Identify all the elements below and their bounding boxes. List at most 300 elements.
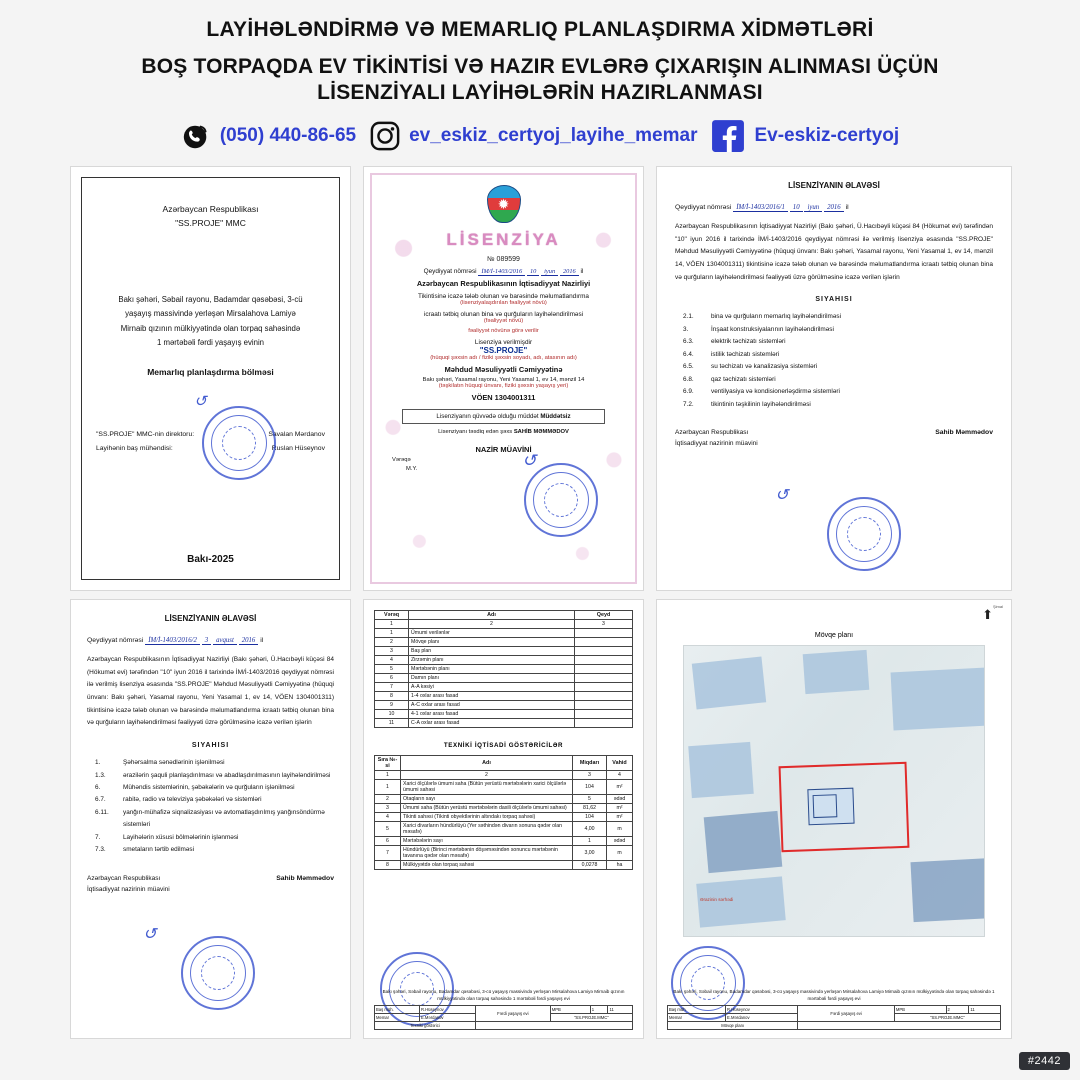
role-name: E.Mərdanov bbox=[419, 1014, 475, 1022]
stage: MPB bbox=[894, 1006, 946, 1014]
cell-name: Baş plan bbox=[409, 647, 575, 656]
doc1-sign-name-2: Ruslan Hüseynov bbox=[271, 445, 325, 453]
lisenziya-post: NAZİR MÜAVİNİ bbox=[475, 445, 532, 454]
doc6-footer-text: Bakı şəhəri, Səbail rayonu, Badamdar qəsəbəsi, 3-cü yaşayış massivində yerləşən Mirsalahova Lamiyə Mirnaib qızının mülkiyyətində olan torpaq sahəsində 1 mərtəbəli fərdi yaşayış evi bbox=[673, 989, 995, 1002]
col-index-2: 2 bbox=[409, 620, 575, 629]
lisenziya-signer-label: Lisenziyanı təsdiq edən şəxs bbox=[438, 429, 513, 435]
list-item-number: 6. bbox=[95, 784, 101, 791]
table-row bbox=[375, 665, 633, 674]
col-header-sira: Sıra №-si bbox=[375, 756, 401, 771]
cell-unit: m bbox=[607, 822, 633, 837]
table-row bbox=[375, 629, 633, 638]
doc3-title: LİSENZİYANIN ƏLAVƏSİ bbox=[788, 181, 880, 190]
list-item-label: bina və qurğuların memarlıq layihələndirilməsi bbox=[711, 313, 842, 321]
cell-no: 1 bbox=[375, 780, 401, 795]
list-item-number: 6.7. bbox=[95, 796, 106, 804]
cell-no: 6 bbox=[375, 837, 401, 846]
signature-mark: ↺ bbox=[194, 394, 207, 410]
sheet-name: Mövqe planı bbox=[668, 1022, 798, 1030]
round-stamp-icon bbox=[202, 406, 276, 480]
doc3-list-title: SIYAHISI bbox=[815, 296, 853, 304]
cell-name: Xarici ölçülərlə ümumi saha (Bütün yerüstü mərtəbələrin xarici ölçülərlə ümumi sahəsi bbox=[401, 780, 573, 795]
coat-of-arms-icon: ✹ bbox=[487, 185, 521, 225]
cell-value: 3,00 bbox=[573, 846, 607, 861]
object-name: Fərdi yaşayış evi bbox=[798, 1006, 894, 1022]
list-item bbox=[683, 399, 993, 411]
cell-no: 6 bbox=[375, 674, 409, 683]
table-row bbox=[375, 719, 633, 728]
cell-note bbox=[575, 629, 633, 638]
doc3-sign-org1: Azərbaycan Respublikası bbox=[675, 429, 749, 437]
list-item bbox=[95, 807, 334, 832]
list-item-label: rabitə, radio və televiziya şəbəkələri və sistemləri bbox=[123, 796, 262, 804]
cell-name: Xarici divarların hündürlüyü (Yer səthindən divarın sonuna qədər olan məsafə) bbox=[401, 822, 573, 837]
table-row bbox=[375, 692, 633, 701]
cell-no: 3 bbox=[375, 647, 409, 656]
role-label: Baş müh. bbox=[668, 1006, 726, 1014]
doc1-body-line2: yaşayış massivində yerləşən Mirsalahova Lamiyə bbox=[125, 309, 296, 319]
list-item-label: yanğın-mühafizə siqnalizasiyası və avtomatlaşdırılmış yanğınsöndürmə sistemləri bbox=[123, 808, 325, 829]
tech-indicators-caption: TEXNİKİ İQTİSADİ GÖSTƏRİCİLƏR bbox=[443, 742, 564, 749]
doc4-title: LİSENZİYANIN ƏLAVƏSİ bbox=[164, 614, 257, 623]
doc4-reg-month: avqust bbox=[213, 637, 237, 645]
doc-movqe-plani[interactable] bbox=[656, 599, 1012, 1039]
col-header-adi: Adı bbox=[409, 611, 575, 620]
list-item bbox=[683, 311, 993, 323]
cell-no: 7 bbox=[375, 683, 409, 692]
doc4-sign-org1: Azərbaycan Respublikası bbox=[87, 874, 161, 882]
subtitle-line-2: LİSENZİYALI LAYİHƏLƏRİN HAZIRLANMASI bbox=[317, 81, 763, 105]
list-item bbox=[683, 349, 993, 361]
cell-note bbox=[575, 656, 633, 665]
cell-value: 104 bbox=[573, 780, 607, 795]
table-row bbox=[375, 837, 633, 846]
list-item bbox=[95, 832, 334, 844]
cell-unit: m² bbox=[607, 813, 633, 822]
cell-name: Mülkiyyətdə olan torpaq sahəsi bbox=[401, 861, 573, 870]
cell-note bbox=[575, 719, 633, 728]
doc-lisenziya-elavesi-1[interactable] bbox=[656, 166, 1012, 591]
list-item bbox=[683, 374, 993, 386]
contact-phone[interactable] bbox=[181, 121, 356, 151]
documents-row-bottom bbox=[70, 599, 1012, 1039]
header bbox=[0, 0, 1080, 153]
cell-name: 4-1 oxlar arası fasad bbox=[409, 710, 575, 719]
cell-name: Ümumi saha (Bütün yerüstü mərtəbələrin daxili ölçülərlə ümumi sahəsi) bbox=[401, 804, 573, 813]
cell-unit: m² bbox=[607, 780, 633, 795]
contact-instagram[interactable] bbox=[370, 121, 697, 151]
cell-no: 11 bbox=[375, 719, 409, 728]
cell-note bbox=[575, 683, 633, 692]
boundary-label: Ərazinin sərhədi bbox=[700, 897, 734, 902]
table-row bbox=[375, 795, 633, 804]
round-stamp-icon bbox=[524, 463, 598, 537]
col-header-miqdar: Miqdarı bbox=[573, 756, 607, 771]
doc1-sign-label-2: Layihənin baş mühəndisi: bbox=[96, 445, 173, 453]
col-header-veraq: Vərəq bbox=[375, 611, 409, 620]
table-row bbox=[375, 656, 633, 665]
doc3-sign-name: Sahib Məmmədov bbox=[935, 429, 993, 437]
list-item-label: elektrik təchizatı sistemləri bbox=[711, 338, 786, 346]
table-subheader-row bbox=[375, 771, 633, 780]
cell-value: 81,62 bbox=[573, 804, 607, 813]
role-label: Baş müh. bbox=[375, 1006, 420, 1014]
house-footprint bbox=[807, 788, 854, 826]
cell-name: Tikinti sahəsi (Tikinti obyektlərinin altındakı torpaq sahəsi) bbox=[401, 813, 573, 822]
lisenziya-attest-label: Vərəqə bbox=[392, 457, 411, 463]
col-index-1: 1 bbox=[375, 771, 401, 780]
cell-name: Mövqe planı bbox=[409, 638, 575, 647]
table-header-row bbox=[375, 756, 633, 771]
list-item bbox=[683, 336, 993, 348]
list-item-label: ərazilərin şaquli planlaşdırılması və abadlaşdırılmasının layihələndirilməsi bbox=[123, 771, 331, 779]
page-title: LAYİHƏLƏNDİRMƏ VƏ MEMARLIQ PLANLAŞDIRMA XİDMƏTLƏRİ bbox=[206, 18, 874, 41]
subtitle-line-1: BOŞ TORPAQDA EV TİKİNTİSİ VƏ HAZIR EVLƏRƏ ÇIXARIŞIN ALINMASI ÜÇÜN bbox=[141, 55, 939, 78]
doc1-org-line1: Azərbaycan Respublikası bbox=[162, 204, 259, 214]
doc3-reg-day: 10 bbox=[790, 204, 803, 212]
page-number: 2 bbox=[946, 1006, 969, 1014]
doc5-footer-text: Bakı şəhəri, Səbail rayonu, Badamdar qəsəbəsi, 3-cü yaşayış massivində yerləşən Mirsalahova Lamiyə Mirnaib qızının mülkiyyətində olan torpaq sahəsində 1 mərtəbəli fərdi yaşayış evi bbox=[382, 989, 625, 1002]
cell-name: A-A kəsiyi bbox=[409, 683, 575, 692]
list-item bbox=[683, 324, 993, 336]
list-item bbox=[95, 770, 334, 782]
cell-value: 0,0278 bbox=[573, 861, 607, 870]
lisenziya-reg-day: 10 bbox=[527, 268, 539, 276]
list-item bbox=[95, 844, 334, 856]
doc1-org bbox=[96, 202, 325, 231]
col-header-vahid: Vahid bbox=[607, 756, 633, 771]
lisenziya-validity-label: Lisenziyanın qüvvədə olduğu müddət bbox=[436, 413, 539, 420]
col-header-qeyd: Qeyd bbox=[575, 611, 633, 620]
lisenziya-frame bbox=[370, 173, 637, 584]
lisenziya-title: LİSENZİYA bbox=[446, 230, 561, 249]
cell-note bbox=[575, 665, 633, 674]
lisenziya-number bbox=[384, 256, 623, 263]
cell-name: C-A oxlar arası fasad bbox=[409, 719, 575, 728]
cell-value: 5 bbox=[573, 795, 607, 804]
cell-unit: ha bbox=[607, 861, 633, 870]
facebook-page: Ev-eskiz-certyoj bbox=[754, 124, 900, 146]
cell-value: 104 bbox=[573, 813, 607, 822]
table-row bbox=[668, 1006, 1001, 1014]
lisenziya-signer-line bbox=[384, 429, 623, 435]
cell-unit: m bbox=[607, 846, 633, 861]
cell-value: 1 bbox=[573, 837, 607, 846]
doc4-sign-org2: İqtisadiyyat nazirinin müavini bbox=[87, 885, 170, 893]
list-item-label: su təchizatı və kanalizasiya sistemləri bbox=[711, 363, 818, 371]
signature-mark: ↺ bbox=[522, 451, 537, 470]
list-item bbox=[95, 782, 334, 794]
cell-name: Zirzəmin planı bbox=[409, 656, 575, 665]
doc3-paragraph: Azərbaycan Respublikasının İqtisadiyyat Nazirliyi (Bakı şəhəri, Ü.Hacıbəyli küçəsi 84 (Hökumət evi) tərəfindən "10" iyun 2016 il tarixində İM/İ-1403/2016 qeydiyyat nömrəsi ilə verilmiş lisenziya əsasında "SS.PROJE" Məhdud Məsuliyyətli Cəmiyyətinə (hüquqi ünvanı: Bakı şəhəri, Yasamal rayonu, Yeni Yasamal 1, ev 14, mənzil 14, VÖEN 1304001311) tikintisinə icazə tələb olunan və barəsində məlumatlandırma icraatı tətbiq olunan bina və qurğuların layihələndirilməsi fəaliyyəti üzrə görülməsinə icazə verilən işlərin bbox=[675, 223, 993, 281]
doc1-body bbox=[96, 293, 325, 351]
doc1-body-line1: Bakı şəhəri, Səbail rayonu, Badamdar qəsəbəsi, 3-cü bbox=[118, 294, 303, 304]
cell-name: Damın planı bbox=[409, 674, 575, 683]
doc1-frame bbox=[81, 177, 340, 580]
documents-row-top bbox=[70, 166, 1012, 591]
list-item-number: 3. bbox=[683, 325, 689, 333]
table-row bbox=[375, 822, 633, 837]
cell-no: 8 bbox=[375, 692, 409, 701]
list-item-number: 7.2. bbox=[683, 400, 694, 408]
plot-boundary bbox=[779, 762, 910, 852]
lisenziya-seal-note: M.Y. bbox=[406, 466, 418, 472]
doc5-title-block bbox=[374, 989, 633, 1030]
role-label: Memar bbox=[668, 1014, 726, 1022]
list-item-label: tikintinin təşkilinin layihələndirilməsi bbox=[711, 400, 811, 408]
doc1-sign-label-1: "SS.PROJE" MMC-nin direktoru: bbox=[96, 431, 195, 438]
lisenziya-holder: "SS.PROJE" bbox=[479, 346, 528, 355]
cell-name: Otaqların sayı bbox=[401, 795, 573, 804]
doc-lisenziya[interactable] bbox=[363, 166, 644, 591]
lisenziya-reg-year: 2016 bbox=[560, 268, 579, 276]
role-name: E.Mərdanov bbox=[726, 1014, 798, 1022]
list-item-label: qaz təchizatı sistemləri bbox=[711, 375, 776, 383]
sheet-index-table bbox=[374, 610, 633, 728]
cell-name: Mərtəbələrin sayı bbox=[401, 837, 573, 846]
list-item-number: 6.11. bbox=[95, 808, 109, 816]
cell-no: 8 bbox=[375, 861, 401, 870]
table-row bbox=[375, 647, 633, 656]
role-name: R.Hüseynov bbox=[726, 1006, 798, 1014]
page-total: 11 bbox=[608, 1006, 633, 1014]
doc4-paragraph: Azərbaycan Respublikasının İqtisadiyyat Nazirliyi (Bakı şəhəri, Ü.Hacıbəyli küçəsi 84 (Hökumət evi) tərəfindən "10" iyun 2016 il tarixində İM/İ-1403/2016 qeydiyyat nömrəsi ilə verilmiş lisenziya əsasında "SS.PROJE" Məhdud Məsuliyyətli Cəmiyyətinə (hüquqi ünvanı: Bakı şəhəri, Yasamal rayonu, Yeni Yasamal 1, ev 14, VÖEN 1304001311) tikintisinə icazə tələb olunan və barəsində məlumatlandırma icraatı tətbiq olunan bina və qurğuların layihələndirilməsi fəaliyyəti üzrə görülməsinə icazə verilən işlərin bbox=[87, 656, 334, 727]
cell-no: 1 bbox=[375, 629, 409, 638]
lisenziya-address: Bakı şəhəri, Yasamal rayonu, Yeni Yasamal 1, ev 14, mənzil 14 bbox=[422, 377, 585, 383]
round-stamp-icon bbox=[181, 936, 255, 1010]
table-row bbox=[375, 1022, 633, 1030]
table-row bbox=[375, 861, 633, 870]
list-item-label: Şəhərsalma sənədlərinin işlənilməsi bbox=[123, 759, 225, 767]
doc6-title-block bbox=[667, 989, 1001, 1030]
cell-no: 3 bbox=[375, 804, 401, 813]
watermark-tag: #2442 bbox=[1019, 1052, 1070, 1070]
table-subheader-row bbox=[375, 620, 633, 629]
table-row bbox=[375, 674, 633, 683]
instagram-icon bbox=[370, 121, 400, 151]
object-name: Fərdi yaşayış evi bbox=[476, 1006, 551, 1022]
doc4-reg-label: Qeydiyyat nömrəsi bbox=[87, 637, 144, 644]
doc1-section-title: Memarlıq planlaşdırma bölməsi bbox=[147, 366, 274, 377]
doc4-reg-line bbox=[87, 637, 334, 644]
cell-unit: ədəd bbox=[607, 795, 633, 804]
list-item-number: 6.5. bbox=[683, 363, 694, 371]
company-name: "SS.PROJE.MMC" bbox=[550, 1014, 632, 1022]
page-subtitle bbox=[20, 54, 1060, 107]
cell-no: 10 bbox=[375, 710, 409, 719]
instagram-handle: ev_eskiz_certyoj_layihe_memar bbox=[409, 124, 698, 146]
lisenziya-ministry: Azərbaycan Respublikasının İqtisadiyyat Nazirliyi bbox=[416, 279, 591, 288]
cell-no: 9 bbox=[375, 701, 409, 710]
doc4-list bbox=[87, 757, 334, 857]
signature-mark: ↺ bbox=[143, 926, 157, 943]
role-label: Memar bbox=[375, 1014, 420, 1022]
list-item-number: 7. bbox=[95, 833, 101, 841]
col-index-1: 1 bbox=[375, 620, 409, 629]
list-item-number: 6.3. bbox=[683, 338, 694, 346]
table-row bbox=[375, 1006, 633, 1014]
doc4-signature-block bbox=[87, 873, 334, 895]
doc1-body-line3: Mirnaib qızının mülkiyyətində olan torpaq sahəsində bbox=[120, 323, 301, 333]
round-stamp-icon bbox=[827, 497, 901, 571]
cell-no: 7 bbox=[375, 846, 401, 861]
lisenziya-validity-value: Müddətsiz bbox=[540, 413, 571, 420]
cell-name: Hündürlüyü (Birinci mərtəbənin döşəməsindən sonuncu mərtəbənin tavanına qədər olan məsafə) bbox=[401, 846, 573, 861]
doc3-reg-suffix: il bbox=[845, 204, 849, 211]
list-item-number: 6.4. bbox=[683, 350, 694, 358]
cell-name: Ümumi verilənlər bbox=[409, 629, 575, 638]
col-header-adi: Adı bbox=[401, 756, 573, 771]
doc1-body-line4: 1 mərtəbəli fərdi yaşayış evinin bbox=[156, 338, 265, 348]
sheet-edge-note: Şimal bbox=[992, 604, 1003, 609]
lisenziya-address-note: (təşkilatın hüquqi ünvanı, fiziki şəxsin yaşayış yeri) bbox=[438, 383, 569, 389]
doc3-reg-year: 2016 bbox=[824, 204, 844, 212]
lisenziya-reg-no: İM/İ-1403/2016 bbox=[478, 268, 525, 276]
lisenziya-given-label: fəaliyyət növünə görə verilir bbox=[468, 328, 539, 334]
lisenziya-activity-note-1: (lisenziyalaşdırılan fəaliyyət növü) bbox=[460, 300, 547, 306]
cell-note bbox=[575, 710, 633, 719]
cell-no: 4 bbox=[375, 813, 401, 822]
list-item bbox=[95, 794, 334, 806]
page-total: 11 bbox=[969, 1006, 1001, 1014]
cell-note bbox=[575, 692, 633, 701]
list-item-label: İnşaat konstruksiyalarının layihələndirilməsi bbox=[711, 325, 834, 333]
lisenziya-holder-type: Məhdud Məsuliyyətli Cəmiyyətinə bbox=[444, 365, 563, 374]
lisenziya-reg-suffix: il bbox=[580, 268, 584, 275]
cell-no: 2 bbox=[375, 795, 401, 804]
cell-no: 5 bbox=[375, 822, 401, 837]
cell-note bbox=[575, 647, 633, 656]
list-item bbox=[95, 757, 334, 769]
doc4-reg-suffix: il bbox=[260, 637, 264, 644]
doc3-reg-month: iyun bbox=[804, 204, 822, 212]
list-item bbox=[683, 361, 993, 373]
site-plan-image[interactable] bbox=[683, 645, 985, 937]
doc4-sign-name: Sahib Məmmədov bbox=[276, 874, 334, 882]
lisenziya-reg-month: iyun bbox=[541, 268, 558, 276]
lisenziya-reg-line bbox=[384, 268, 623, 275]
cell-note bbox=[575, 638, 633, 647]
col-index-3: 3 bbox=[573, 771, 607, 780]
doc3-list bbox=[675, 311, 993, 411]
doc6-plan-title: Mövqe planı bbox=[814, 632, 854, 639]
list-item-number: 6.8. bbox=[683, 375, 694, 383]
cell-note bbox=[575, 701, 633, 710]
col-index-2: 2 bbox=[401, 771, 573, 780]
doc3-reg-label: Qeydiyyat nömrəsi bbox=[675, 204, 732, 211]
contact-bar bbox=[20, 119, 1060, 153]
company-name: "SS.PROJE.MMC" bbox=[894, 1014, 1000, 1022]
cell-unit: ədəd bbox=[607, 837, 633, 846]
list-item-number: 7.3. bbox=[95, 846, 106, 854]
lisenziya-activity-2: icraatı tətbiq olunan bina və qurğuların layihələndirilməsi bbox=[423, 311, 584, 318]
cell-value: 4,00 bbox=[573, 822, 607, 837]
table-header-row bbox=[375, 611, 633, 620]
table-row bbox=[668, 1022, 1001, 1030]
doc1-footer-year: Bakı-2025 bbox=[187, 554, 234, 565]
list-item-label: istilik təchizatı sistemləri bbox=[711, 350, 780, 358]
lisenziya-signer-name: SAHİB MƏMMƏDOV bbox=[513, 429, 569, 435]
sheet-name: Texniki göstərici bbox=[375, 1022, 476, 1030]
cell-no: 4 bbox=[375, 656, 409, 665]
doc-memarliq-planlasdirma[interactable] bbox=[70, 166, 351, 591]
stage: MPB bbox=[550, 1006, 590, 1014]
cell-note bbox=[575, 674, 633, 683]
table-row bbox=[375, 683, 633, 692]
facebook-icon bbox=[711, 119, 745, 153]
cell-name: Mərtəbənin planı bbox=[409, 665, 575, 674]
list-item-label: Layihələrin xüsusi bölmələrinin işlənməsi bbox=[123, 833, 239, 841]
cell-name: A-C oxlar arası fasad bbox=[409, 701, 575, 710]
doc5-stamp-table bbox=[374, 1005, 633, 1030]
doc-texniki-gosterici[interactable] bbox=[363, 599, 644, 1039]
cell-no: 5 bbox=[375, 665, 409, 674]
lisenziya-issued-label: Lisenziya verilmişdir bbox=[474, 339, 533, 346]
doc4-reg-year: 2016 bbox=[239, 637, 259, 645]
role-name: R.Hüseynov bbox=[419, 1006, 475, 1014]
doc6-stamp-table bbox=[667, 1005, 1001, 1030]
list-item-number: 1.3. bbox=[95, 771, 106, 779]
list-item-label: Mühəndis sistemlərinin, şəbəkələrin və qurğuların işlənilməsi bbox=[123, 784, 295, 791]
lisenziya-reg-label: Qeydiyyat nömrəsi bbox=[423, 268, 477, 275]
lisenziya-activity-note-2: (fəaliyyət növü) bbox=[483, 318, 524, 324]
table-row bbox=[375, 780, 633, 795]
lisenziya-number-value: 089599 bbox=[496, 256, 520, 263]
page-number: 1 bbox=[590, 1006, 608, 1014]
table-row bbox=[375, 701, 633, 710]
phone-number: (050) 440-86-65 bbox=[219, 124, 357, 146]
table-row bbox=[375, 846, 633, 861]
tech-indicators-table bbox=[374, 755, 633, 870]
doc4-reg-day: 3 bbox=[202, 637, 211, 645]
doc3-sign-org2: İqtisadiyyat nazirinin müavini bbox=[675, 440, 758, 448]
table-row bbox=[375, 813, 633, 822]
cell-unit: m² bbox=[607, 804, 633, 813]
list-item-label: ventilyasiya və kondisionerləşdirmə sistemləri bbox=[711, 388, 840, 396]
doc3-reg-line bbox=[675, 204, 993, 211]
lisenziya-activity-1: Tikintisinə icazə tələb olunan və barəsində məlumatlandırma bbox=[418, 293, 589, 300]
doc-lisenziya-elavesi-2[interactable] bbox=[70, 599, 351, 1039]
table-row bbox=[375, 638, 633, 647]
lisenziya-holder-note: (hüquqi şəxsin adı / fiziki şəxsin soyadı, adı, atasının adı) bbox=[430, 355, 577, 361]
doc4-list-title: SIYAHISI bbox=[191, 742, 230, 750]
list-item-number: 6.9. bbox=[683, 388, 694, 396]
col-index-3: 3 bbox=[575, 620, 633, 629]
list-item-label: smetaların tərtib edilməsi bbox=[123, 846, 195, 854]
table-row bbox=[375, 804, 633, 813]
documents-grid bbox=[70, 166, 1012, 1039]
cell-no: 2 bbox=[375, 638, 409, 647]
doc1-sign-name-1: Savalan Mərdanov bbox=[268, 431, 325, 438]
lisenziya-number-label: № bbox=[487, 256, 495, 263]
contact-facebook[interactable] bbox=[711, 119, 899, 153]
col-index-4: 4 bbox=[607, 771, 633, 780]
doc1-org-line2: "SS.PROJE" MMC bbox=[175, 218, 246, 229]
doc4-reg-no: İM/İ-1403/2016/2 bbox=[145, 637, 200, 645]
table-row bbox=[375, 710, 633, 719]
doc3-reg-no: İM/İ-1403/2016/1 bbox=[733, 204, 788, 212]
cell-name: 1-4 oxlar arası fasad bbox=[409, 692, 575, 701]
signature-mark: ↺ bbox=[775, 487, 789, 504]
list-item bbox=[683, 386, 993, 398]
list-item-number: 2.1. bbox=[683, 313, 694, 321]
north-arrow-icon: ⬆ bbox=[982, 607, 993, 622]
list-item-number: 1. bbox=[95, 759, 101, 767]
doc3-signature-block bbox=[675, 427, 993, 449]
phone-icon bbox=[181, 121, 211, 151]
lisenziya-validity bbox=[402, 409, 605, 424]
lisenziya-voen: VÖEN 1304001311 bbox=[471, 393, 536, 402]
